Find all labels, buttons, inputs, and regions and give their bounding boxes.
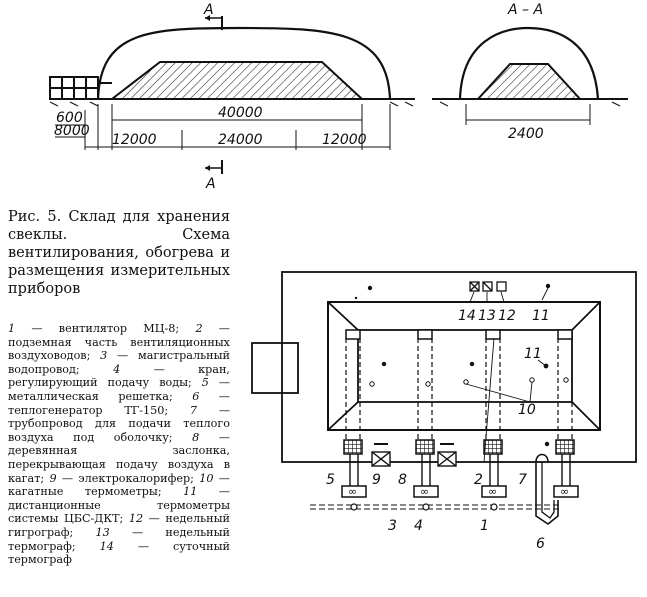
dim-40000: 40000 [218, 105, 263, 121]
legend-item-text: кран, регулирующий подачу воды; [8, 362, 230, 390]
plan-label-8: 8 [398, 472, 407, 488]
legend-item-text: недельный гигрограф; [8, 512, 230, 539]
plan-label-2: 2 [474, 472, 483, 488]
dim-24000: 24000 [218, 132, 263, 148]
legend-item: 14 — суточный термограф [8, 539, 230, 567]
dim-12000-left: 12000 [112, 132, 157, 148]
section-mark-top [203, 2, 222, 30]
legend-item-number: 3 [100, 349, 108, 363]
legend-item-number: 14 [99, 539, 114, 553]
svg-text:∞: ∞ [560, 485, 570, 498]
legend-item: 11 — дистанционные термометры системы ЦБС-ДКТ; [8, 485, 230, 526]
legend-item: 7 — трубопровод для подачи теплого воздуха под оболочку; [8, 403, 231, 444]
legend-item-text: магистральный водопровод; [8, 349, 230, 376]
plan-label-3: 3 [388, 518, 397, 534]
legend-item: 13 — недельный термограф; [8, 525, 230, 553]
legend-item-number: 13 [95, 525, 110, 539]
section-mark-bottom [205, 160, 222, 192]
legend-item-number: 12 [128, 512, 144, 526]
legend-item: 10 — кагатные термометры; [8, 471, 230, 499]
svg-text:∞: ∞ [420, 485, 430, 498]
plan-label-11b: 11 [524, 346, 542, 362]
dim-12000-right: 12000 [322, 132, 367, 148]
plan-label-5: 5 [326, 472, 335, 488]
section-mark-a-bottom: A [206, 176, 216, 192]
figure-legend [8, 322, 230, 567]
legend-item-number: 9 [49, 471, 57, 485]
legend-item-text: деревянная заслонка, перекрывающая подачу воздуха в кагат; [8, 444, 230, 485]
plan-label-12: 12 [498, 308, 516, 324]
legend-item: 6 — теплогенератор ТГ-150; [8, 389, 230, 417]
legend-item-number: 10 [199, 471, 214, 485]
legend-item-text: электрокалорифер; [78, 471, 194, 485]
plan-label-13: 13 [478, 308, 496, 324]
dim-2400: 2400 [508, 126, 544, 142]
legend-item-text: металлическая решетка; [8, 389, 173, 403]
legend-item: 9 — электрокалорифер; [49, 471, 194, 485]
longitudinal-section [50, 2, 415, 192]
dim-8000: 8000 [54, 123, 90, 139]
legend-item-number: 2 [195, 322, 203, 335]
legend-item-number: 4 [113, 362, 121, 376]
legend-item-number: 11 [183, 485, 198, 499]
plan-label-1: 1 [480, 518, 489, 534]
section-mark-a-top: A [204, 2, 214, 18]
plan-label-9: 9 [372, 472, 381, 488]
svg-text:∞: ∞ [348, 485, 358, 498]
legend-item-text: дистанционные термометры системы ЦБС-ДКТ; [8, 498, 230, 526]
plan-view [252, 272, 636, 524]
beet-pile [112, 62, 362, 99]
legend-item: 12 — недельный гигрограф; [8, 512, 230, 539]
legend-item: 4 — кран, регулирующий подачу воды; [8, 362, 230, 390]
legend-item-number: 8 [192, 430, 200, 444]
legend-item-text: суточный термограф [8, 539, 230, 567]
legend-item-text: вентилятор МЦ-8; [58, 322, 180, 335]
dim-600: 600 [56, 110, 83, 126]
legend-item-text: подземная часть вентиляционных воздуховодов; [8, 335, 230, 363]
legend-item-text: кагатные термометры; [8, 485, 162, 499]
plan-label-6: 6 [536, 536, 545, 552]
legend-item: 3 — магистральный водопровод; [8, 349, 230, 376]
legend-item-number: 5 [201, 376, 209, 390]
legend-item-text: трубопровод для подачи теплого воздуха под оболочку; [8, 417, 230, 444]
plan-label-14: 14 [458, 308, 476, 324]
legend-item: 8 — деревянная заслонка, перекрывающая подачу воздуха в кагат; [8, 430, 230, 485]
plan-label-11a: 11 [532, 308, 550, 324]
frame-structure [50, 77, 112, 99]
legend-item: 2 — подземная часть вентиляционных воздуховодов; [8, 322, 230, 363]
cross-section [432, 2, 628, 142]
legend-item: 1 — вентилятор МЦ-8; [8, 322, 180, 335]
plan-label-10: 10 [518, 402, 536, 418]
plan-label-4: 4 [414, 518, 423, 534]
plan-label-7: 7 [518, 472, 527, 488]
legend-item-text: теплогенератор ТГ-150; [8, 403, 169, 417]
legend-item-number: 1 [8, 322, 16, 335]
figure-caption: Рис. 5. Склад для хранения свеклы. Схема вентилирования, обогрева и размещения измерительных приборов [8, 209, 230, 297]
legend-item-text: недельный термограф; [8, 525, 230, 553]
legend-item: 5 — металлическая решетка; [8, 376, 231, 403]
legend-item-number: 6 [192, 389, 200, 403]
legend-item-number: 7 [189, 403, 198, 417]
svg-text:∞: ∞ [488, 485, 498, 498]
cross-section-title: А – А [508, 2, 544, 18]
